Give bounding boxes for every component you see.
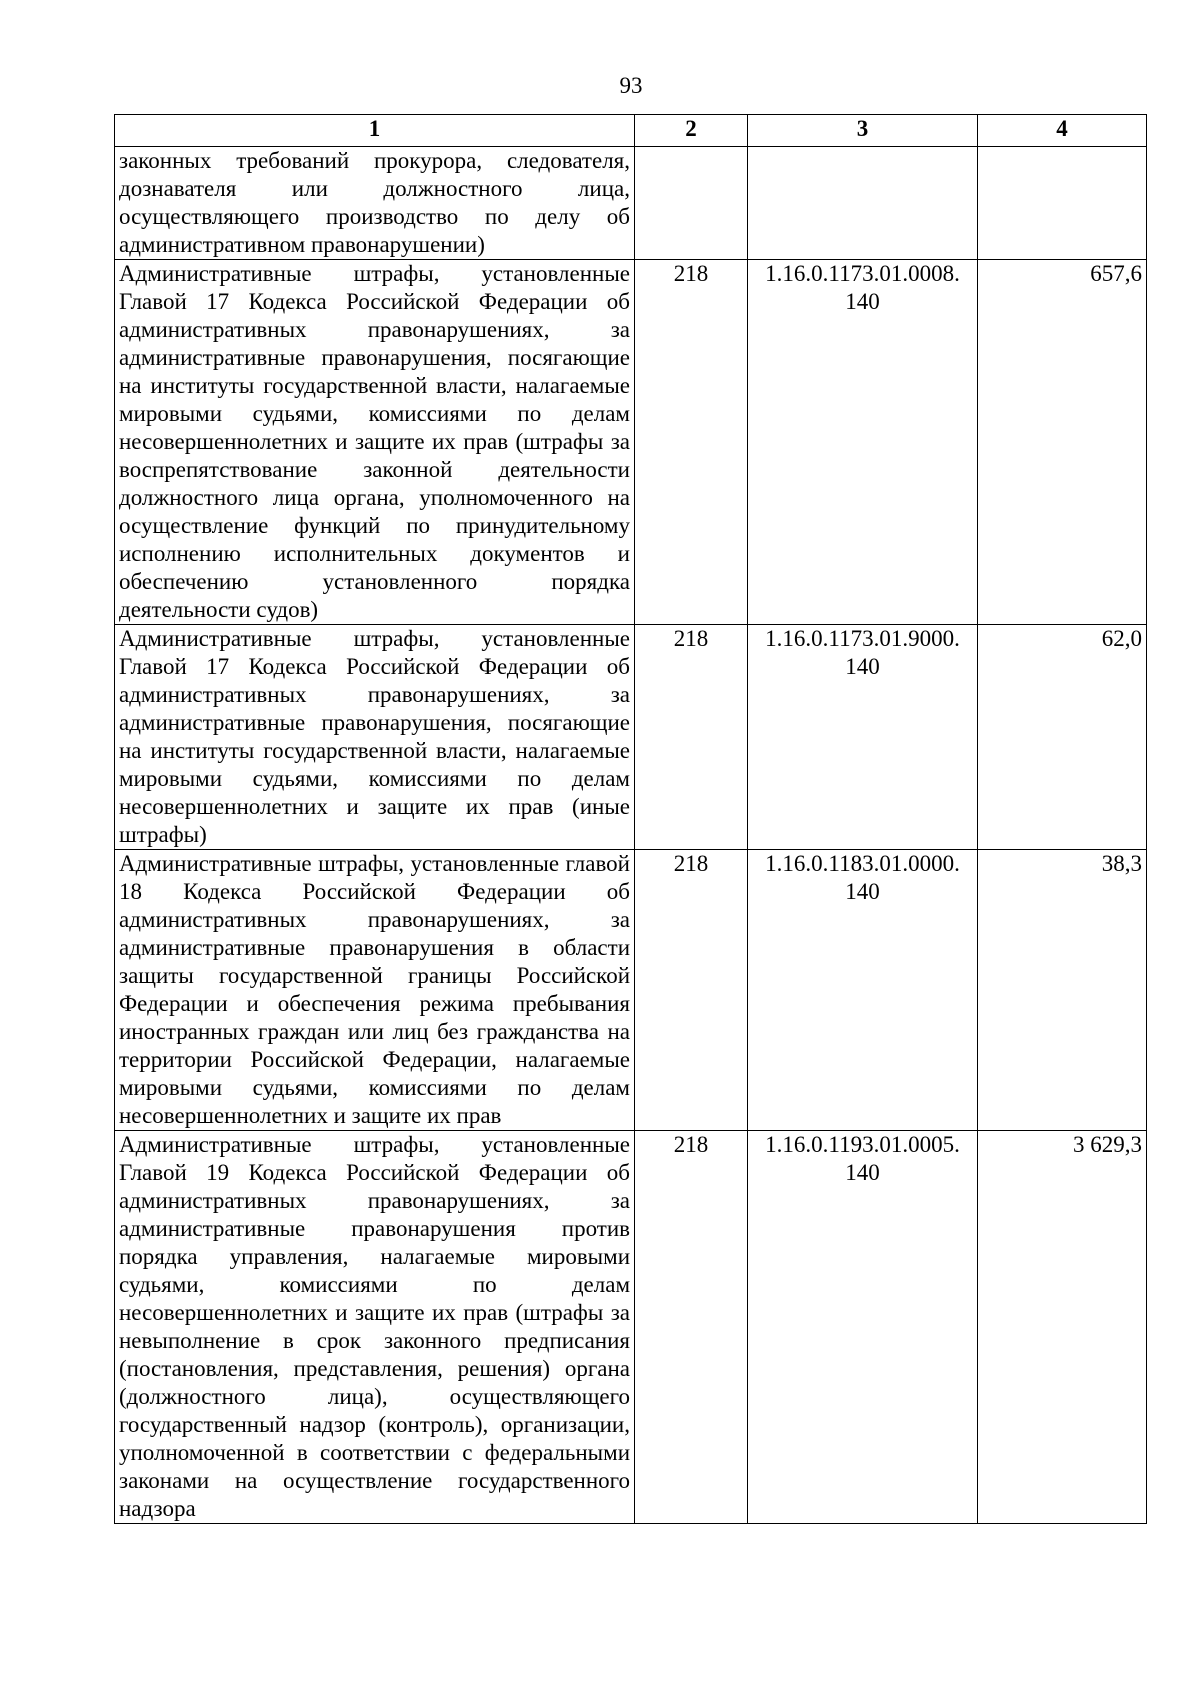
row-amount: 657,6 [978,260,1147,625]
row-admin-code: 218 [635,260,748,625]
table-header-row [115,115,1147,147]
row-description: Административные штрафы, установленные Главой 19 Кодекса Российской Федерации об административных правонарушениях, за административные правонарушения против порядка управления, налагаемые мировыми судьями, комиссиями по делам несовершеннолетних и защите их прав (штрафы за невыполнение в срок законного предписания (постановления, представления, решения) органа (должностного лица), осуществляющего государственный надзор (контроль), организации, уполномоченной в соответствии с федеральными законами на осуществление государственного надзора [115,1131,635,1524]
row-admin-code: 218 [635,850,748,1131]
row-classification-code [748,625,978,850]
row-description: законных требований прокурора, следователя, дознавателя или должностного лица, осуществляющего производство по делу об административном правонарушении) [115,147,635,260]
row-description: Административные штрафы, установленные Главой 17 Кодекса Российской Федерации об административных правонарушениях, за административные правонарушения, посягающие на институты государственной власти, налагаемые мировыми судьями, комиссиями по делам несовершеннолетних и защите их прав (штрафы за воспрепятствование законной деятельности должностного лица органа, уполномоченного на осуществление функций по принудительному исполнению исполнительных документов и обеспечению установленного порядка деятельности судов) [115,260,635,625]
row-description: Административные штрафы, установленные главой 18 Кодекса Российской Федерации об административных правонарушениях, за административные правонарушения в области защиты государственной границы Российской Федерации и обеспечения режима пребывания иностранных граждан или лиц без гражданства на территории Российской Федерации, налагаемые мировыми судьями, комиссиями по делам несовершеннолетних и защите их прав [115,850,635,1131]
row-amount [978,147,1147,260]
row-admin-code: 218 [635,625,748,850]
code-part-2: 140 [845,289,880,314]
row-classification-code [748,147,978,260]
table-row [115,1131,1147,1524]
code-part-2: 140 [845,1160,880,1185]
row-amount: 38,3 [978,850,1147,1131]
code-part-2: 140 [845,879,880,904]
code-part-2: 140 [845,654,880,679]
table-row [115,147,1147,260]
row-amount: 62,0 [978,625,1147,850]
row-classification-code [748,1131,978,1524]
code-part-1: 1.16.0.1173.01.0008. [765,261,960,286]
row-amount: 3 629,3 [978,1131,1147,1524]
row-description: Административные штрафы, установленные Главой 17 Кодекса Российской Федерации об административных правонарушениях, за административные правонарушения, посягающие на институты государственной власти, налагаемые мировыми судьями, комиссиями по делам несовершеннолетних и защите их прав (иные штрафы) [115,625,635,850]
table-row [115,625,1147,850]
row-classification-code [748,260,978,625]
column-header-3: 3 [748,115,978,147]
column-header-4: 4 [978,115,1147,147]
code-part-1: 1.16.0.1183.01.0000. [765,851,960,876]
column-header-1: 1 [115,115,635,147]
column-header-2: 2 [635,115,748,147]
row-admin-code [635,147,748,260]
code-part-1: 1.16.0.1173.01.9000. [765,626,960,651]
code-part-1: 1.16.0.1193.01.0005. [765,1132,960,1157]
row-classification-code [748,850,978,1131]
page-number: 93 [619,73,643,98]
row-admin-code: 218 [635,1131,748,1524]
table-row [115,260,1147,625]
table-row [115,850,1147,1131]
budget-revenue-table [114,114,1147,1524]
